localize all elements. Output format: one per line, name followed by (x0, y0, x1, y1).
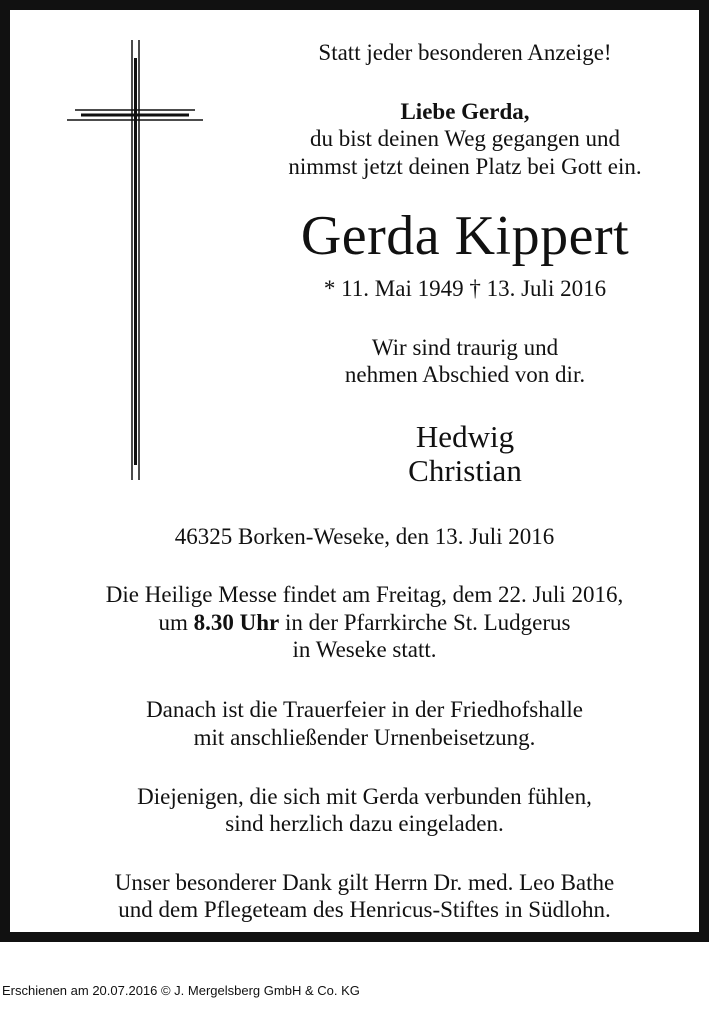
mourner-name: Hedwig (415, 419, 515, 454)
funeral-line-1: Danach ist die Trauerfeier in der Friedhofshalle (146, 697, 583, 722)
notice-header: Statt jeder besonderen Anzeige! (318, 40, 612, 65)
mass-line-2-pre: um (158, 610, 194, 635)
verse-line-2: nimmst jetzt deinen Platz bei Gott ein. (288, 154, 642, 179)
mass-line-2-post: in der Pfarrkirche St. Ludgerus (279, 610, 571, 635)
mourning-line-1: Wir sind traurig und (371, 335, 559, 360)
deceased-name: Gerda Kippert (300, 205, 630, 267)
mass-line-2 (10, 608, 709, 637)
invitation-line-1: Diejenigen, die sich mit Gerda verbunden fühlen, (137, 784, 592, 809)
mass-line-3: in Weseke statt. (292, 637, 437, 662)
invitation-line-2: sind herzlich dazu eingeladen. (225, 811, 504, 836)
funeral-line-2: mit anschließender Urnenbeisetzung. (193, 725, 536, 750)
mourner-name: Christian (408, 453, 522, 488)
thanks-line-2: und dem Pflegeteam des Henricus-Stiftes in Südlohn. (118, 897, 611, 922)
address-line: Liebe Gerda, (400, 99, 530, 124)
life-dates: * 11. Mai 1949 † 13. Juli 2016 (323, 276, 607, 301)
mass-time: 8.30 Uhr (193, 610, 280, 635)
thanks-line-1: Unser besonderer Dank gilt Herrn Dr. med. Leo Bathe (114, 870, 615, 895)
mass-line-1: Die Heilige Messe findet am Freitag, dem 22. Juli 2016, (105, 582, 624, 607)
mourning-line-2: nehmen Abschied von dir. (344, 362, 586, 387)
publication-footer: Erschienen am 20.07.2016 © J. Mergelsberg GmbH & Co. KG (2, 983, 360, 998)
cross-icon (65, 40, 205, 480)
place-date: 46325 Borken-Weseke, den 13. Juli 2016 (174, 524, 555, 549)
verse-line-1: du bist deinen Weg gegangen und (309, 126, 621, 151)
